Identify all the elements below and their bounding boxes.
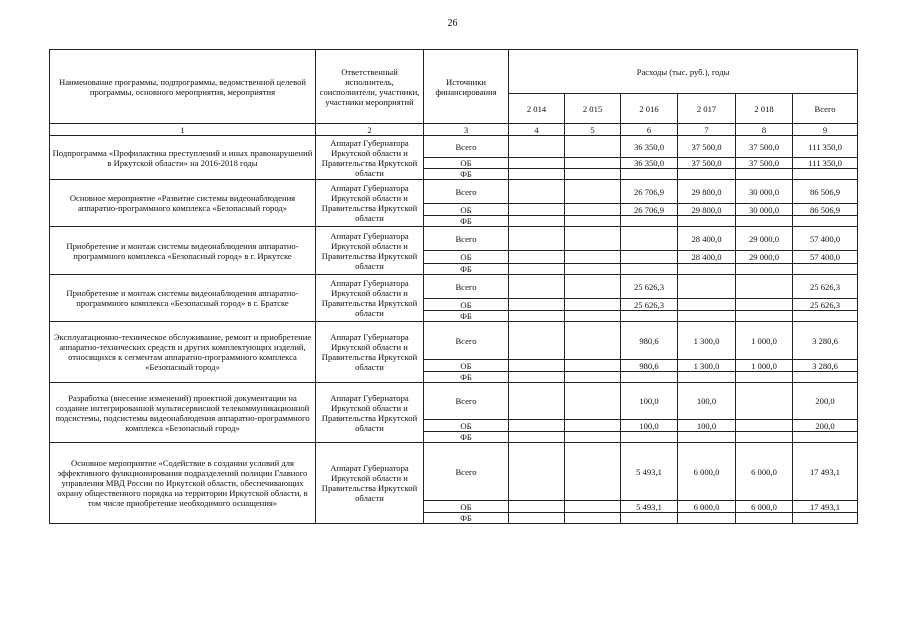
row-value-v2016 [621, 264, 678, 275]
row-value-v2014 [509, 169, 565, 180]
row-value-v2017: 1 300,0 [678, 360, 736, 372]
row-value-v2017: 100,0 [678, 420, 736, 432]
row-name: Приобретение и монтаж системы видеонаблюдения аппаратно-программного комплекса «Безопасный город» в г. Иркутске [50, 227, 316, 275]
row-value-total [793, 264, 858, 275]
row-value-v2014 [509, 432, 565, 443]
row-value-total: 17 493,1 [793, 443, 858, 501]
row-value-v2017 [678, 299, 736, 311]
row-name: Приобретение и монтаж системы видеонаблюдения аппаратно-программного комплекса «Безопасный город» в г. Братске [50, 275, 316, 322]
row-value-v2016: 5 493,1 [621, 443, 678, 501]
row-value-v2015 [565, 158, 621, 169]
row-value-v2015 [565, 216, 621, 227]
col-number: 8 [736, 124, 793, 136]
row-source: Всего [424, 180, 509, 204]
row-source: ФБ [424, 216, 509, 227]
table-row [50, 180, 858, 204]
row-value-v2015 [565, 299, 621, 311]
header-year-2018: 2 018 [736, 94, 793, 124]
row-value-v2017: 28 400,0 [678, 251, 736, 264]
row-value-total: 25 626,3 [793, 299, 858, 311]
row-source: ОБ [424, 360, 509, 372]
row-executor: Аппарат Губернатора Иркутской области и Правительства Иркутской области [316, 275, 424, 322]
row-source: Всего [424, 322, 509, 360]
row-value-v2015 [565, 322, 621, 360]
row-value-v2016 [621, 311, 678, 322]
row-source: ФБ [424, 372, 509, 383]
row-source: ОБ [424, 420, 509, 432]
row-value-v2014 [509, 204, 565, 216]
row-value-v2018: 29 000,0 [736, 227, 793, 251]
row-value-v2018 [736, 264, 793, 275]
row-value-total: 200,0 [793, 383, 858, 420]
header-name: Наименование программы, подпрограммы, ведомственной целевой программы, основного мероприятия, мероприятия [50, 50, 316, 124]
row-source: ОБ [424, 501, 509, 513]
row-value-v2015 [565, 383, 621, 420]
row-value-v2018 [736, 216, 793, 227]
row-executor: Аппарат Губернатора Иркутской области и Правительства Иркутской области [316, 136, 424, 180]
row-source: Всего [424, 275, 509, 299]
row-value-v2015 [565, 180, 621, 204]
col-number: 2 [316, 124, 424, 136]
row-value-v2016: 25 626,3 [621, 299, 678, 311]
row-name: Основное мероприятие «Содействие в создании условий для эффективного функционирования подразделений полиции Главного управления МВД России по Иркутской области, обеспечивающих охрану общественного порядка на территории Иркутской области, в том числе приобретение необходимого оснащения» [50, 443, 316, 524]
row-value-total [793, 311, 858, 322]
row-value-v2018 [736, 383, 793, 420]
row-value-v2015 [565, 204, 621, 216]
row-value-v2018 [736, 311, 793, 322]
row-value-v2016 [621, 251, 678, 264]
row-value-v2014 [509, 264, 565, 275]
row-value-v2014 [509, 299, 565, 311]
row-value-total: 3 280,6 [793, 322, 858, 360]
row-value-v2015 [565, 169, 621, 180]
row-value-total: 57 400,0 [793, 251, 858, 264]
row-value-v2014 [509, 251, 565, 264]
col-number: 9 [793, 124, 858, 136]
header-year-2016: 2 016 [621, 94, 678, 124]
table-row [50, 322, 858, 360]
row-value-v2014 [509, 158, 565, 169]
row-value-v2015 [565, 360, 621, 372]
row-value-v2017: 6 000,0 [678, 501, 736, 513]
row-value-v2018: 6 000,0 [736, 443, 793, 501]
row-source: ФБ [424, 169, 509, 180]
row-value-v2018 [736, 432, 793, 443]
row-value-total: 111 350,0 [793, 158, 858, 169]
col-number: 3 [424, 124, 509, 136]
row-value-v2015 [565, 432, 621, 443]
row-value-v2015 [565, 264, 621, 275]
col-number: 6 [621, 124, 678, 136]
row-value-v2017: 1 300,0 [678, 322, 736, 360]
row-value-v2018 [736, 513, 793, 524]
col-number: 7 [678, 124, 736, 136]
row-source: Всего [424, 383, 509, 420]
table-row [50, 227, 858, 251]
row-value-v2016: 36 350,0 [621, 136, 678, 158]
row-value-v2014 [509, 420, 565, 432]
row-value-v2018: 6 000,0 [736, 501, 793, 513]
row-value-v2018 [736, 299, 793, 311]
row-value-v2016 [621, 169, 678, 180]
row-value-v2017: 29 800,0 [678, 204, 736, 216]
header-executor: Ответственный исполнитель, соисполнители, участники, участники мероприятий [316, 50, 424, 124]
row-name: Эксплуатационно-техническое обслуживание, ремонт и приобретение аппаратно-технических средств и других комплектующих изделий, относящихся к сегментам аппаратно-программного комплекса «Безопасный город» [50, 322, 316, 383]
row-value-total [793, 432, 858, 443]
row-value-v2017 [678, 311, 736, 322]
row-value-v2016 [621, 513, 678, 524]
row-value-v2016: 36 350,0 [621, 158, 678, 169]
row-value-v2018: 29 000,0 [736, 251, 793, 264]
table-row [50, 136, 858, 158]
row-value-total [793, 169, 858, 180]
row-value-v2016 [621, 227, 678, 251]
row-value-v2017: 100,0 [678, 383, 736, 420]
row-value-v2017: 28 400,0 [678, 227, 736, 251]
header-expenses: Расходы (тыс. руб.), годы [509, 50, 858, 94]
row-source: Всего [424, 136, 509, 158]
row-value-v2015 [565, 443, 621, 501]
row-value-total: 111 350,0 [793, 136, 858, 158]
col-number: 1 [50, 124, 316, 136]
row-value-v2017 [678, 513, 736, 524]
header-total: Всего [793, 94, 858, 124]
row-executor: Аппарат Губернатора Иркутской области и Правительства Иркутской области [316, 322, 424, 383]
row-value-total: 86 506,9 [793, 204, 858, 216]
row-value-v2014 [509, 180, 565, 204]
col-number: 4 [509, 124, 565, 136]
row-source: ОБ [424, 299, 509, 311]
row-value-v2015 [565, 311, 621, 322]
row-value-v2018 [736, 420, 793, 432]
row-value-v2014 [509, 216, 565, 227]
row-value-v2016: 5 493,1 [621, 501, 678, 513]
row-value-v2017: 29 800,0 [678, 180, 736, 204]
row-value-v2014 [509, 383, 565, 420]
row-value-v2018 [736, 169, 793, 180]
row-value-v2017 [678, 169, 736, 180]
row-value-v2018 [736, 275, 793, 299]
row-name: Разработка (внесение изменений) проектной документации на создание интегрированной мультисервисной телекоммуникационной подсистемы, подсистемы видеонаблюдения аппаратно-программного комплекса «Безопасный город» [50, 383, 316, 443]
row-value-v2014 [509, 513, 565, 524]
row-source: ОБ [424, 251, 509, 264]
row-value-v2018 [736, 372, 793, 383]
row-executor: Аппарат Губернатора Иркутской области и Правительства Иркутской области [316, 443, 424, 524]
row-source: ФБ [424, 513, 509, 524]
row-source: Всего [424, 443, 509, 501]
row-value-v2014 [509, 136, 565, 158]
row-value-v2017: 37 500,0 [678, 158, 736, 169]
row-value-v2016: 980,6 [621, 322, 678, 360]
row-value-total [793, 513, 858, 524]
row-value-total: 17 493,1 [793, 501, 858, 513]
row-value-v2014 [509, 443, 565, 501]
row-value-total: 57 400,0 [793, 227, 858, 251]
row-value-total: 25 626,3 [793, 275, 858, 299]
row-value-v2017 [678, 432, 736, 443]
row-source: ФБ [424, 311, 509, 322]
row-value-v2015 [565, 501, 621, 513]
row-value-v2014 [509, 322, 565, 360]
row-source: ОБ [424, 158, 509, 169]
row-value-v2017 [678, 216, 736, 227]
row-value-v2015 [565, 251, 621, 264]
row-value-v2017: 37 500,0 [678, 136, 736, 158]
row-value-v2014 [509, 360, 565, 372]
row-value-v2018: 37 500,0 [736, 136, 793, 158]
row-executor: Аппарат Губернатора Иркутской области и Правительства Иркутской области [316, 383, 424, 443]
row-value-v2015 [565, 372, 621, 383]
row-value-total: 86 506,9 [793, 180, 858, 204]
table-row [50, 443, 858, 501]
table-row [50, 275, 858, 299]
page-number: 26 [447, 18, 458, 29]
row-value-v2015 [565, 136, 621, 158]
row-value-total: 200,0 [793, 420, 858, 432]
row-value-v2014 [509, 311, 565, 322]
row-value-v2016: 100,0 [621, 420, 678, 432]
row-value-v2016 [621, 216, 678, 227]
row-value-v2015 [565, 227, 621, 251]
row-executor: Аппарат Губернатора Иркутской области и Правительства Иркутской области [316, 180, 424, 227]
row-value-v2014 [509, 501, 565, 513]
row-value-v2018: 30 000,0 [736, 204, 793, 216]
row-value-total: 3 280,6 [793, 360, 858, 372]
row-source: ОБ [424, 204, 509, 216]
row-name: Основное мероприятие «Развитие системы видеонаблюдения аппаратно-программного комплекса «Безопасный город» [50, 180, 316, 227]
row-value-v2016: 26 706,9 [621, 204, 678, 216]
row-value-v2014 [509, 227, 565, 251]
table-row [50, 383, 858, 420]
row-value-v2018: 1 000,0 [736, 360, 793, 372]
header-year-2017: 2 017 [678, 94, 736, 124]
row-value-v2017 [678, 264, 736, 275]
row-value-v2018: 37 500,0 [736, 158, 793, 169]
row-source: ФБ [424, 432, 509, 443]
col-number: 5 [565, 124, 621, 136]
budget-table [49, 49, 858, 524]
row-value-v2017: 6 000,0 [678, 443, 736, 501]
header-year-2015: 2 015 [565, 94, 621, 124]
row-executor: Аппарат Губернатора Иркутской области и Правительства Иркутской области [316, 227, 424, 275]
row-value-v2014 [509, 372, 565, 383]
row-value-v2016: 100,0 [621, 383, 678, 420]
row-name: Подпрограмма «Профилактика преступлений и иных правонарушений в Иркутской области» на 2016-2018 годы [50, 136, 316, 180]
row-value-v2016: 26 706,9 [621, 180, 678, 204]
row-value-v2014 [509, 275, 565, 299]
row-source: Всего [424, 227, 509, 251]
row-value-v2017 [678, 372, 736, 383]
row-value-v2015 [565, 420, 621, 432]
row-value-v2018: 1 000,0 [736, 322, 793, 360]
row-value-v2016 [621, 432, 678, 443]
row-value-v2016: 25 626,3 [621, 275, 678, 299]
row-value-total [793, 216, 858, 227]
header-year-2014: 2 014 [509, 94, 565, 124]
row-value-v2016 [621, 372, 678, 383]
row-value-v2017 [678, 275, 736, 299]
row-value-total [793, 372, 858, 383]
row-value-v2016: 980,6 [621, 360, 678, 372]
row-value-v2018: 30 000,0 [736, 180, 793, 204]
row-value-v2015 [565, 513, 621, 524]
row-source: ФБ [424, 264, 509, 275]
header-source: Источники финансирования [424, 50, 509, 124]
row-value-v2015 [565, 275, 621, 299]
